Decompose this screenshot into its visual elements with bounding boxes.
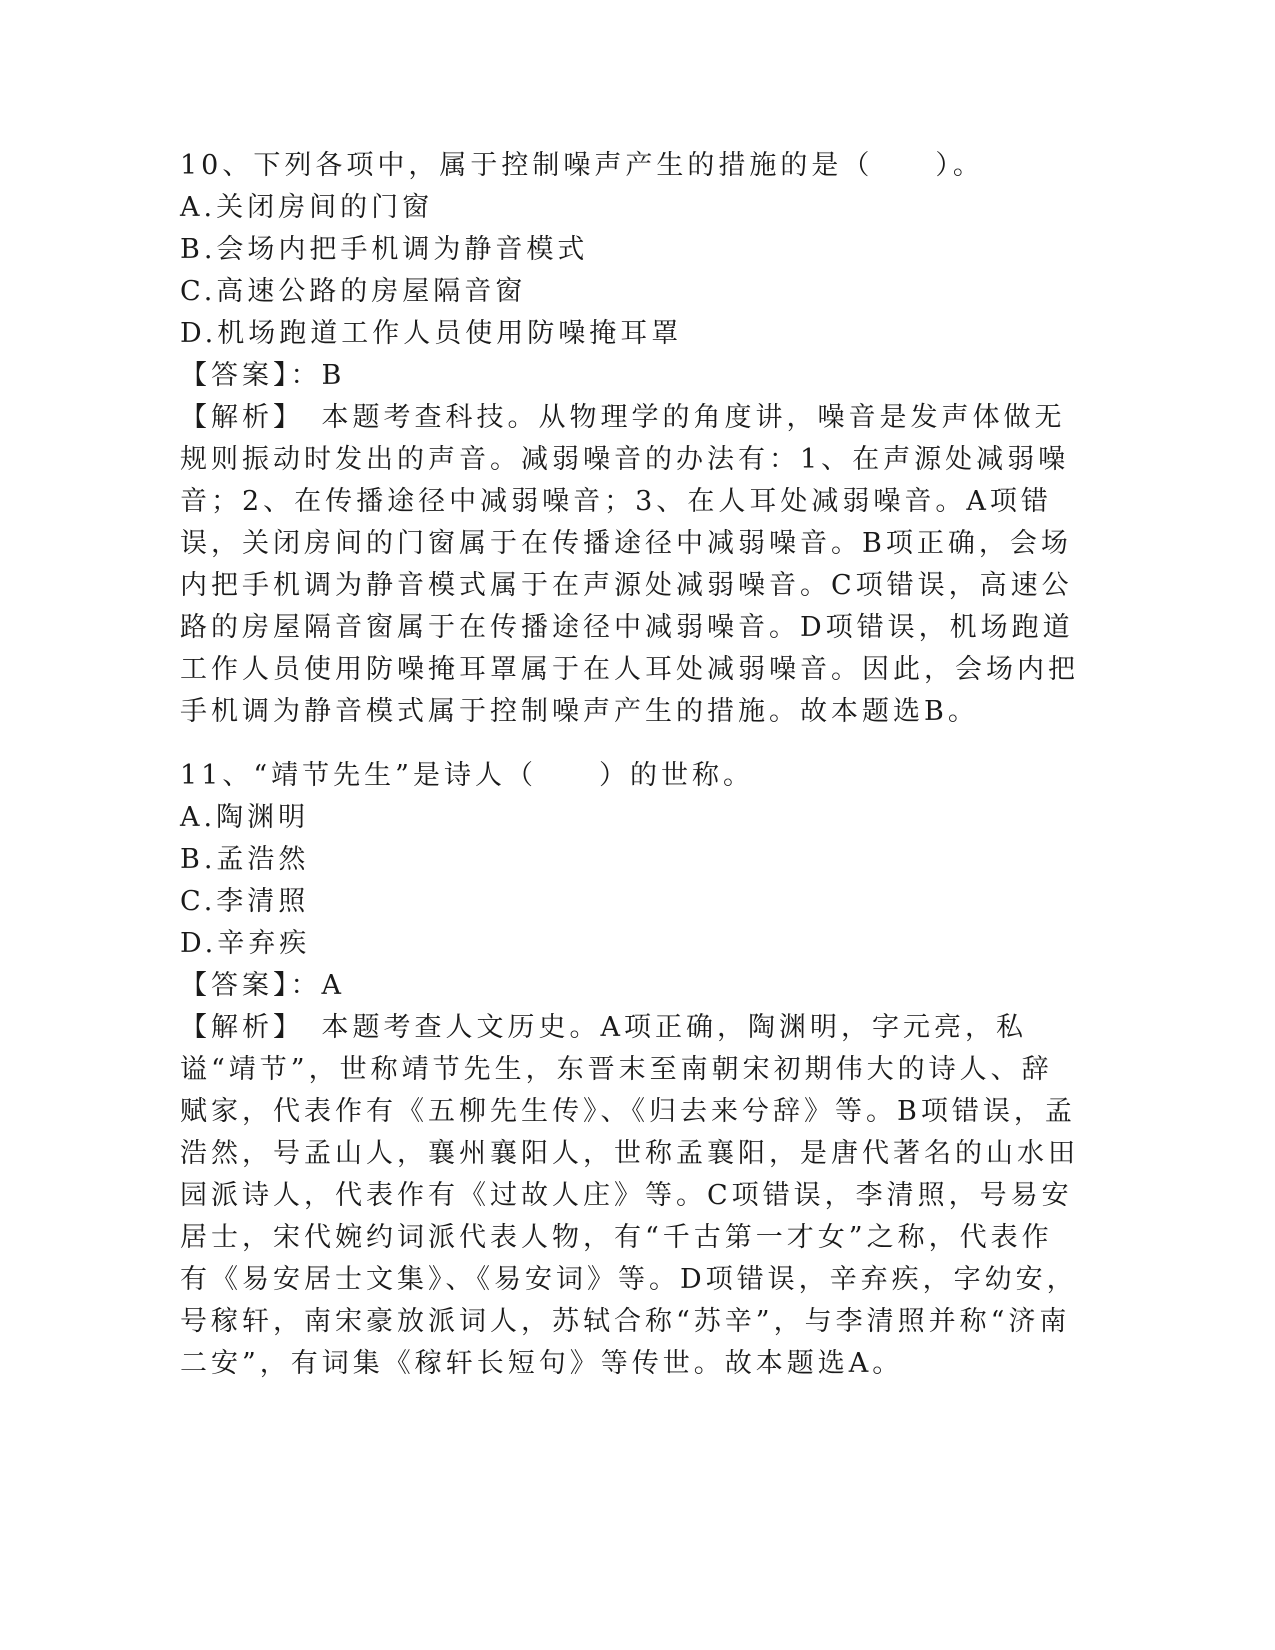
document-page [180,145,1080,1385]
question-stem: 11、“靖节先生”是诗人（ ）的世称。 [180,760,754,791]
option-b: B.会场内把手机调为静音模式 [180,234,589,265]
question-stem: 10、下列各项中，属于控制噪声产生的措施的是（ ）。 [180,150,984,181]
option-a: A.陶渊明 [180,802,310,833]
analysis: 【解析】 本题考查科技。从物理学的角度讲，噪音是发声体做无规则振动时发出的声音。减弱噪音的办法有：1、在声源处减弱噪音；2、在传播途径中减弱噪音；3、在人耳处减弱噪音。A项错误，关闭房间的门窗属于在传播途径中减弱噪音。B项正确，会场内把手机调为静音模式属于在声源处减弱噪音。C项错误，高速公路的房屋隔音窗属于在传播途径中减弱噪音。D项错误，机场跑道工作人员使用防噪掩耳罩属于在人耳处减弱噪音。因此，会场内把手机调为静音模式属于控制噪声产生的措施。故本题选B。 [180,402,1079,727]
option-c: C.高速公路的房屋隔音窗 [180,276,527,307]
question-10 [180,145,1080,733]
question-11 [180,755,1080,1385]
answer: 【答案】：B [180,360,346,391]
option-d: D.辛弃疾 [180,928,311,959]
answer: 【答案】：A [180,970,345,1001]
option-d: D.机场跑道工作人员使用防噪掩耳罩 [180,318,683,349]
option-b: B.孟浩然 [180,844,310,875]
analysis: 【解析】 本题考查人文历史。A项正确，陶渊明，字元亮，私谥“靖节”，世称靖节先生，东晋末至南朝宋初期伟大的诗人、辞赋家，代表作有《五柳先生传》、《归去来兮辞》等。B项错误，孟浩然，号孟山人，襄州襄阳人，世称孟襄阳，是唐代著名的山水田园派诗人，代表作有《过故人庄》等。C项错误，李清照，号易安居士，宋代婉约词派代表人物，有“千古第一才女”之称，代表作有《易安居士文集》、《易安词》等。D项错误，辛弃疾，字幼安，号稼轩，南宋豪放派词人，苏轼合称“苏辛”，与李清照并称“济南二安”，有词集《稼轩长短句》等传世。故本题选A。 [180,1012,1079,1379]
option-a: A.关闭房间的门窗 [180,192,434,223]
option-c: C.李清照 [180,886,310,917]
